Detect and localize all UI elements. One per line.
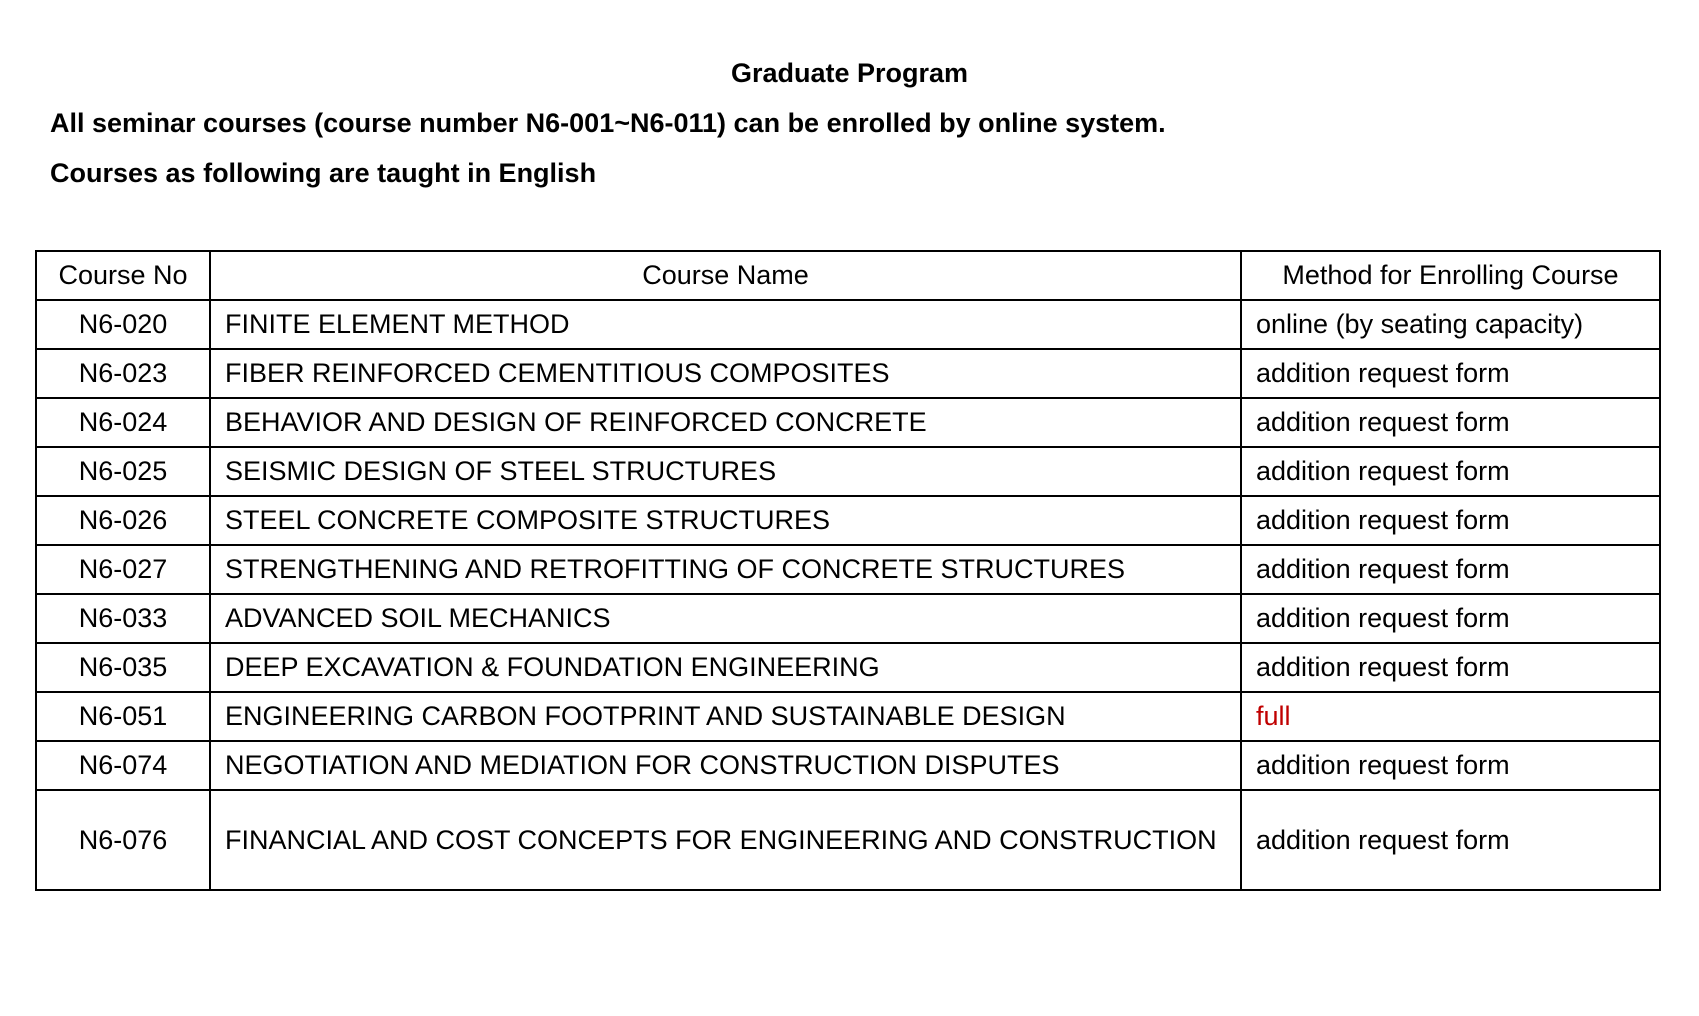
table-row — [36, 545, 1660, 594]
enroll-method-cell: addition request form — [1241, 349, 1660, 398]
course-name-cell: FINITE ELEMENT METHOD — [210, 300, 1241, 349]
course-name-cell: SEISMIC DESIGN OF STEEL STRUCTURES — [210, 447, 1241, 496]
enroll-method-cell: addition request form — [1241, 545, 1660, 594]
table-row — [36, 447, 1660, 496]
course-no-cell: N6-023 — [36, 349, 210, 398]
table-header-row — [36, 251, 1660, 300]
enroll-method-cell: addition request form — [1241, 398, 1660, 447]
language-note: Courses as following are taught in English — [50, 158, 597, 188]
course-no-cell: N6-051 — [36, 692, 210, 741]
course-no-cell: N6-076 — [36, 790, 210, 890]
table-row — [36, 300, 1660, 349]
table-row — [36, 496, 1660, 545]
enroll-method-cell: addition request form — [1241, 447, 1660, 496]
document-title: Graduate Program — [730, 58, 969, 88]
course-name-cell: BEHAVIOR AND DESIGN OF REINFORCED CONCRETE — [210, 398, 1241, 447]
table-row — [36, 692, 1660, 741]
table-row — [36, 790, 1660, 890]
header-enroll-method: Method for Enrolling Course — [1241, 251, 1660, 300]
course-name-cell: FINANCIAL AND COST CONCEPTS FOR ENGINEERING AND CONSTRUCTION — [210, 790, 1241, 890]
course-name-cell: ADVANCED SOIL MECHANICS — [210, 594, 1241, 643]
header-course-name: Course Name — [210, 251, 1241, 300]
enroll-method-cell: addition request form — [1241, 594, 1660, 643]
courses-table — [35, 250, 1661, 891]
course-no-cell: N6-074 — [36, 741, 210, 790]
course-name-cell: NEGOTIATION AND MEDIATION FOR CONSTRUCTION DISPUTES — [210, 741, 1241, 790]
course-no-cell: N6-026 — [36, 496, 210, 545]
course-name-cell: STRENGTHENING AND RETROFITTING OF CONCRETE STRUCTURES — [210, 545, 1241, 594]
enroll-method-cell: addition request form — [1241, 643, 1660, 692]
course-no-cell: N6-033 — [36, 594, 210, 643]
course-name-cell: ENGINEERING CARBON FOOTPRINT AND SUSTAINABLE DESIGN — [210, 692, 1241, 741]
enroll-method-cell: addition request form — [1241, 741, 1660, 790]
course-no-cell: N6-027 — [36, 545, 210, 594]
course-name-cell: STEEL CONCRETE COMPOSITE STRUCTURES — [210, 496, 1241, 545]
table-row — [36, 643, 1660, 692]
course-no-cell: N6-024 — [36, 398, 210, 447]
enroll-method-cell: addition request form — [1241, 790, 1660, 890]
enroll-method-cell: addition request form — [1241, 496, 1660, 545]
course-no-cell: N6-020 — [36, 300, 210, 349]
table-row — [36, 398, 1660, 447]
enroll-status-full: full — [1241, 692, 1660, 741]
table-row — [36, 594, 1660, 643]
course-no-cell: N6-025 — [36, 447, 210, 496]
header-course-no: Course No — [36, 251, 210, 300]
enrollment-note: All seminar courses (course number N6-001~N6-011) can be enrolled by online system. — [50, 108, 1166, 138]
table-row — [36, 349, 1660, 398]
course-no-cell: N6-035 — [36, 643, 210, 692]
enroll-method-cell: online (by seating capacity) — [1241, 300, 1660, 349]
table-row — [36, 741, 1660, 790]
course-name-cell: DEEP EXCAVATION & FOUNDATION ENGINEERING — [210, 643, 1241, 692]
course-name-cell: FIBER REINFORCED CEMENTITIOUS COMPOSITES — [210, 349, 1241, 398]
